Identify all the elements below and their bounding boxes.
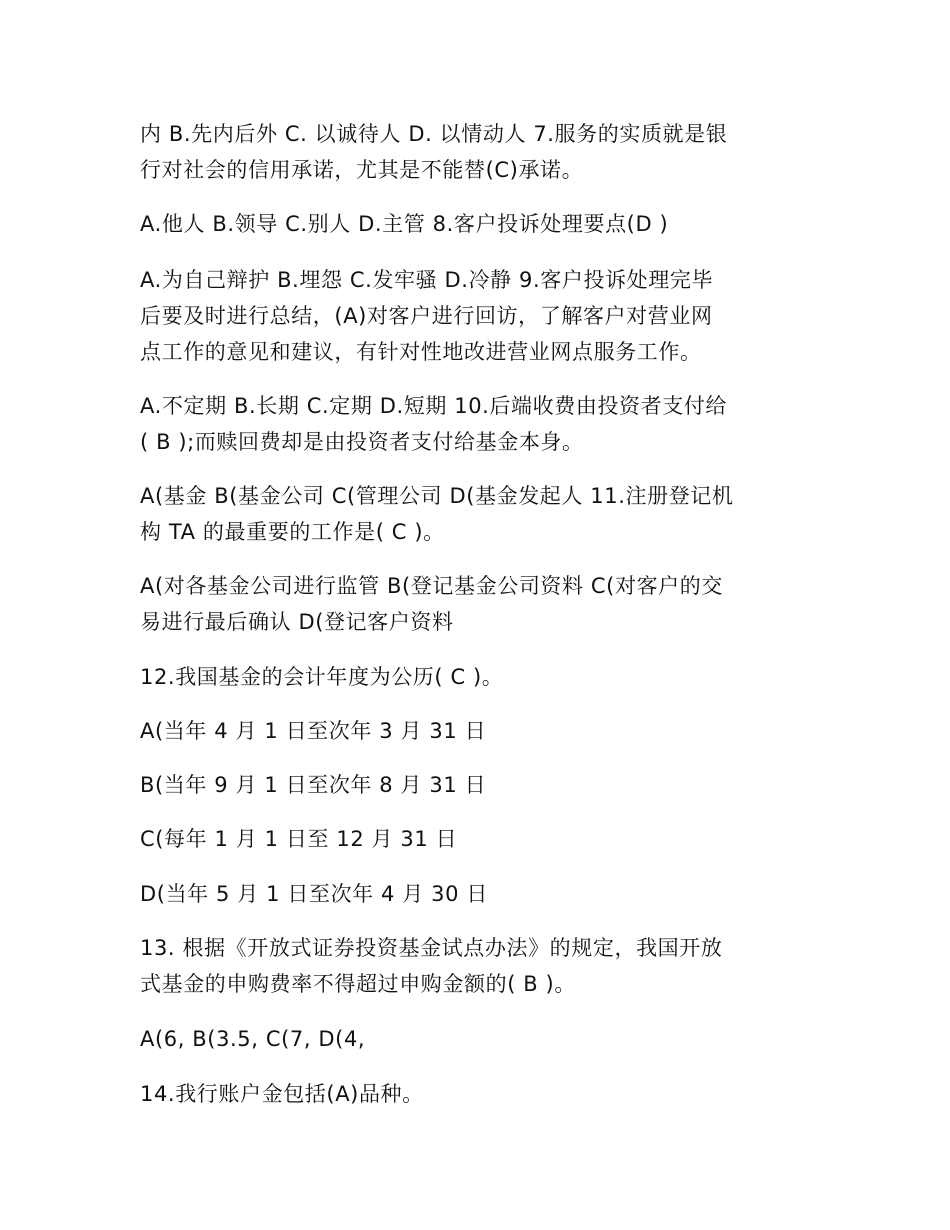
paragraph-q13-options <box>140 1021 820 1057</box>
paragraph-q13 <box>140 930 820 1002</box>
text-line: B(当年 9 月 1 日至次年 8 月 31 日 <box>140 773 487 797</box>
text-line: 构 TA 的最重要的工作是( C )。 <box>140 520 445 544</box>
text-line: A(当年 4 月 1 日至次年 3 月 31 日 <box>140 719 487 743</box>
paragraph-q12-option-b <box>140 767 820 803</box>
text-line: A.不定期 B.长期 C.定期 D.短期 10.后端收费由投资者支付给 <box>140 394 728 418</box>
text-line: 易进行最后确认 D(登记客户资料 <box>140 610 454 634</box>
text-line: ( B );而赎回费却是由投资者支付给基金本身。 <box>140 430 584 454</box>
paragraph-q14 <box>140 1076 820 1112</box>
paragraph-q8-options-q9 <box>140 262 820 370</box>
text-line: 13. 根据《开放式证券投资基金试点办法》的规定，我国开放 <box>140 936 723 960</box>
text-line: 14.我行账户金包括(A)品种。 <box>140 1082 424 1106</box>
paragraph-q12-option-d <box>140 876 820 912</box>
text-line: 内 B.先内后外 C. 以诚待人 D. 以情动人 7.服务的实质就是银 <box>140 122 728 146</box>
paragraph-q12-option-a <box>140 713 820 749</box>
text-line: A.他人 B.领导 C.别人 D.主管 8.客户投诉处理要点(D ) <box>140 212 669 236</box>
text-line: 点工作的意见和建议，有针对性地改进营业网点服务工作。 <box>140 340 702 364</box>
text-line: 行对社会的信用承诺，尤其是不能替(C)承诺。 <box>140 158 584 182</box>
text-line: 式基金的申购费率不得超过申购金额的( B )。 <box>140 972 576 996</box>
paragraph-q11-options <box>140 568 820 640</box>
text-line: A(对各基金公司进行监管 B(登记基金公司资料 C(对客户的交 <box>140 574 723 598</box>
text-line: D(当年 5 月 1 日至次年 4 月 30 日 <box>140 882 488 906</box>
paragraph-q12-option-c <box>140 821 820 857</box>
text-line: 后要及时进行总结，(A)对客户进行回访，了解客户对营业网 <box>140 304 713 328</box>
text-line: A(6, B(3.5, C(7, D(4, <box>140 1027 366 1051</box>
text-line: 12.我国基金的会计年度为公历( C )。 <box>140 665 504 689</box>
paragraph-q6-q7 <box>140 116 820 188</box>
text-line: A.为自己辩护 B.埋怨 C.发牢骚 D.冷静 9.客户投诉处理完毕 <box>140 268 714 292</box>
paragraph-q7-options-q8 <box>140 206 820 242</box>
text-line: C(每年 1 月 1 日至 12 月 31 日 <box>140 827 458 851</box>
paragraph-q10-options-q11 <box>140 478 820 550</box>
text-line: A(基金 B(基金公司 C(管理公司 D(基金发起人 11.注册登记机 <box>140 484 734 508</box>
paragraph-q12 <box>140 659 820 695</box>
paragraph-q9-options-q10 <box>140 388 820 460</box>
